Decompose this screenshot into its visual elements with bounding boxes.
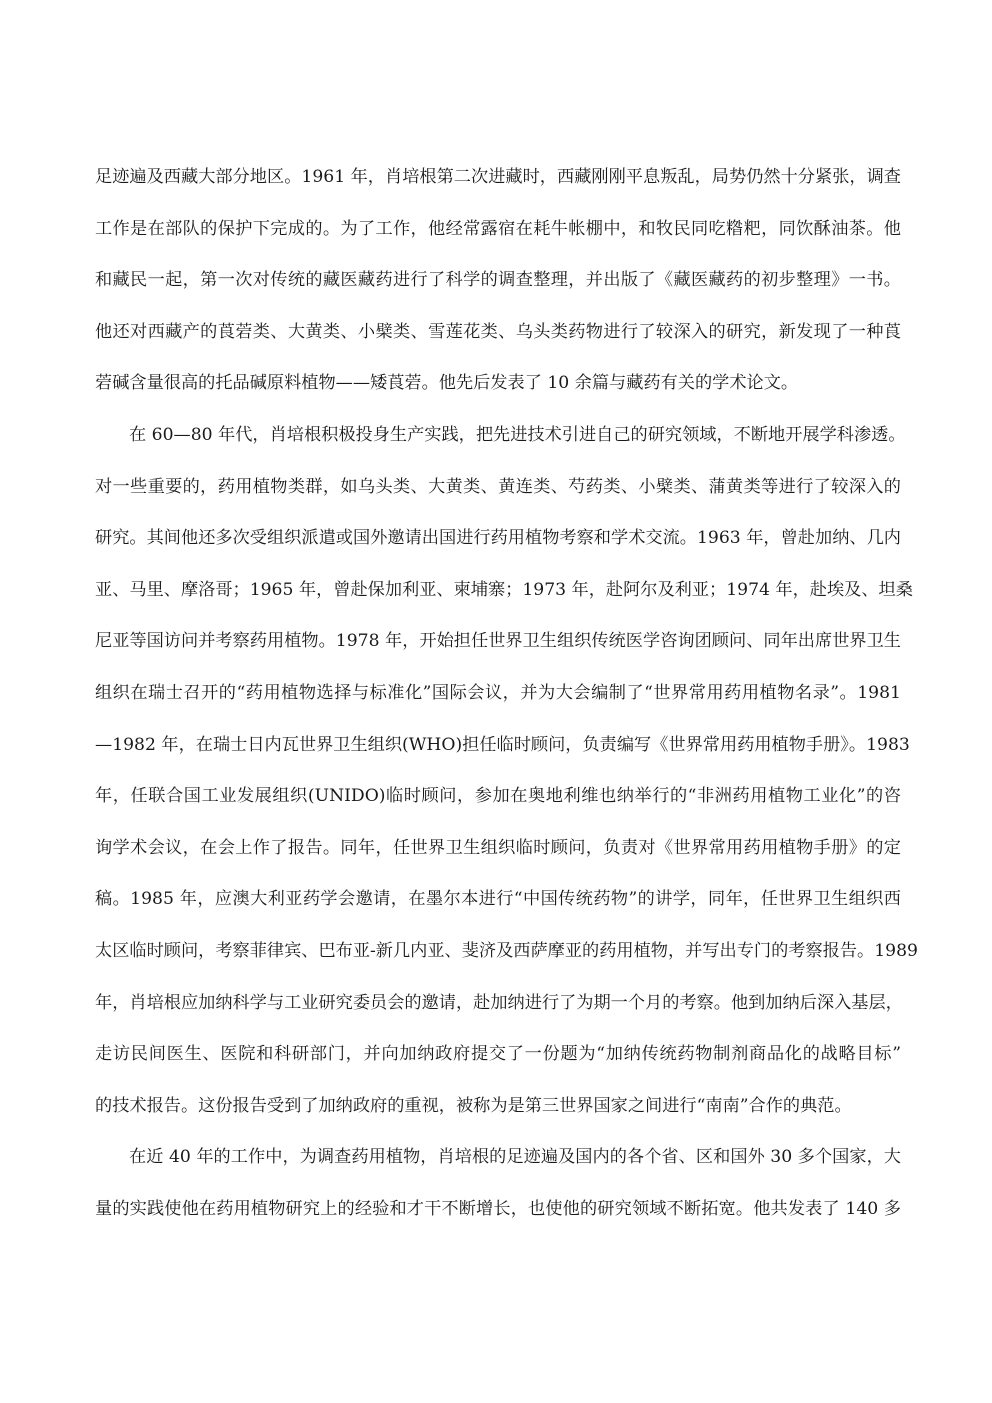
text-line: 工作是在部队的保护下完成的。为了工作，他经常露宿在耗牛帐棚中，和牧民同吃糌粑，同饮酥油茶。他	[95, 218, 901, 239]
text-line: 年，任联合国工业发展组织(UNIDO)临时顾问，参加在奥地利维也纳举行的“非洲药用植物工业化”的咨	[95, 786, 901, 807]
text-line: 组织在瑞士召开的“药用植物选择与标准化”国际会议，并为大会编制了“世界常用药用植物名录”。1981	[95, 682, 901, 703]
text-line: 和藏民一起，第一次对传统的藏医藏药进行了科学的调查整理，并出版了《藏医藏药的初步整理》一书。	[95, 270, 901, 291]
text-line: 对一些重要的，药用植物类群，如乌头类、大黄类、黄连类、芍药类、小檗类、蒲黄类等进行了较深入的	[95, 476, 901, 497]
text-line: 走访民间医生、医院和科研部门，并向加纳政府提交了一份题为“加纳传统药物制剂商品化的战略目标”	[95, 1044, 901, 1065]
text-line: 他还对西藏产的莨菪类、大黄类、小檗类、雪莲花类、乌头类药物进行了较深入的研究，新发现了一种莨	[95, 321, 901, 342]
text-line: 年，肖培根应加纳科学与工业研究委员会的邀请，赴加纳进行了为期一个月的考察。他到加纳后深入基层，	[95, 992, 903, 1013]
text-line: 的技术报告。这份报告受到了加纳政府的重视，被称为是第三世界国家之间进行“南南”合作的典范。	[95, 1095, 852, 1116]
text-line: 太区临时顾问，考察菲律宾、巴布亚-新几内亚、斐济及西萨摩亚的药用植物，并写出专门的考察报告。1989	[95, 940, 918, 961]
text-line: 在 60—80 年代，肖培根积极投身生产实践，把先进技术引进自己的研究领域，不断地开展学科渗透。	[129, 424, 906, 445]
text-line: 亚、马里、摩洛哥；1965 年，曾赴保加利亚、柬埔寨；1973 年，赴阿尔及利亚；1974 年，赴埃及、坦桑	[95, 579, 913, 600]
text-line: 询学术会议，在会上作了报告。同年，任世界卫生组织临时顾问，负责对《世界常用药用植物手册》的定	[95, 837, 901, 858]
text-line: 研究。其间他还多次受组织派遣或国外邀请出国进行药用植物考察和学术交流。1963 年，曾赴加纳、几内	[95, 528, 901, 549]
paragraph-1	[95, 162, 901, 420]
text-line: 足迹遍及西藏大部分地区。1961 年，肖培根第二次进藏时，西藏刚刚平息叛乱，局势仍然十分紧张，调查	[95, 167, 901, 187]
text-line: —1982 年，在瑞士日内瓦世界卫生组织(WHO)担任临时顾问，负责编写《世界常用药用植物手册》。1983	[95, 734, 910, 755]
text-line: 量的实践使他在药用植物研究上的经验和才干不断增长，也使他的研究领域不断拓宽。他共发表了 140 多	[95, 1198, 901, 1219]
paragraph-3	[95, 1142, 901, 1245]
text-line: 稿。1985 年，应澳大利亚药学会邀请，在墨尔本进行“中国传统药物”的讲学，同年，任世界卫生组织西	[95, 889, 901, 910]
text-line: 在近 40 年的工作中，为调查药用植物，肖培根的足迹遍及国内的各个省、区和国外 30 多个国家，大	[129, 1147, 901, 1168]
text-line: 尼亚等国访问并考察药用植物。1978 年，开始担任世界卫生组织传统医学咨询团顾问、同年出席世界卫生	[95, 631, 901, 652]
paragraph-2	[95, 420, 918, 1142]
document-page	[95, 162, 918, 1245]
text-line: 菪碱含量很高的托品碱原料植物——矮莨菪。他先后发表了 10 余篇与藏药有关的学术论文。	[95, 373, 799, 394]
